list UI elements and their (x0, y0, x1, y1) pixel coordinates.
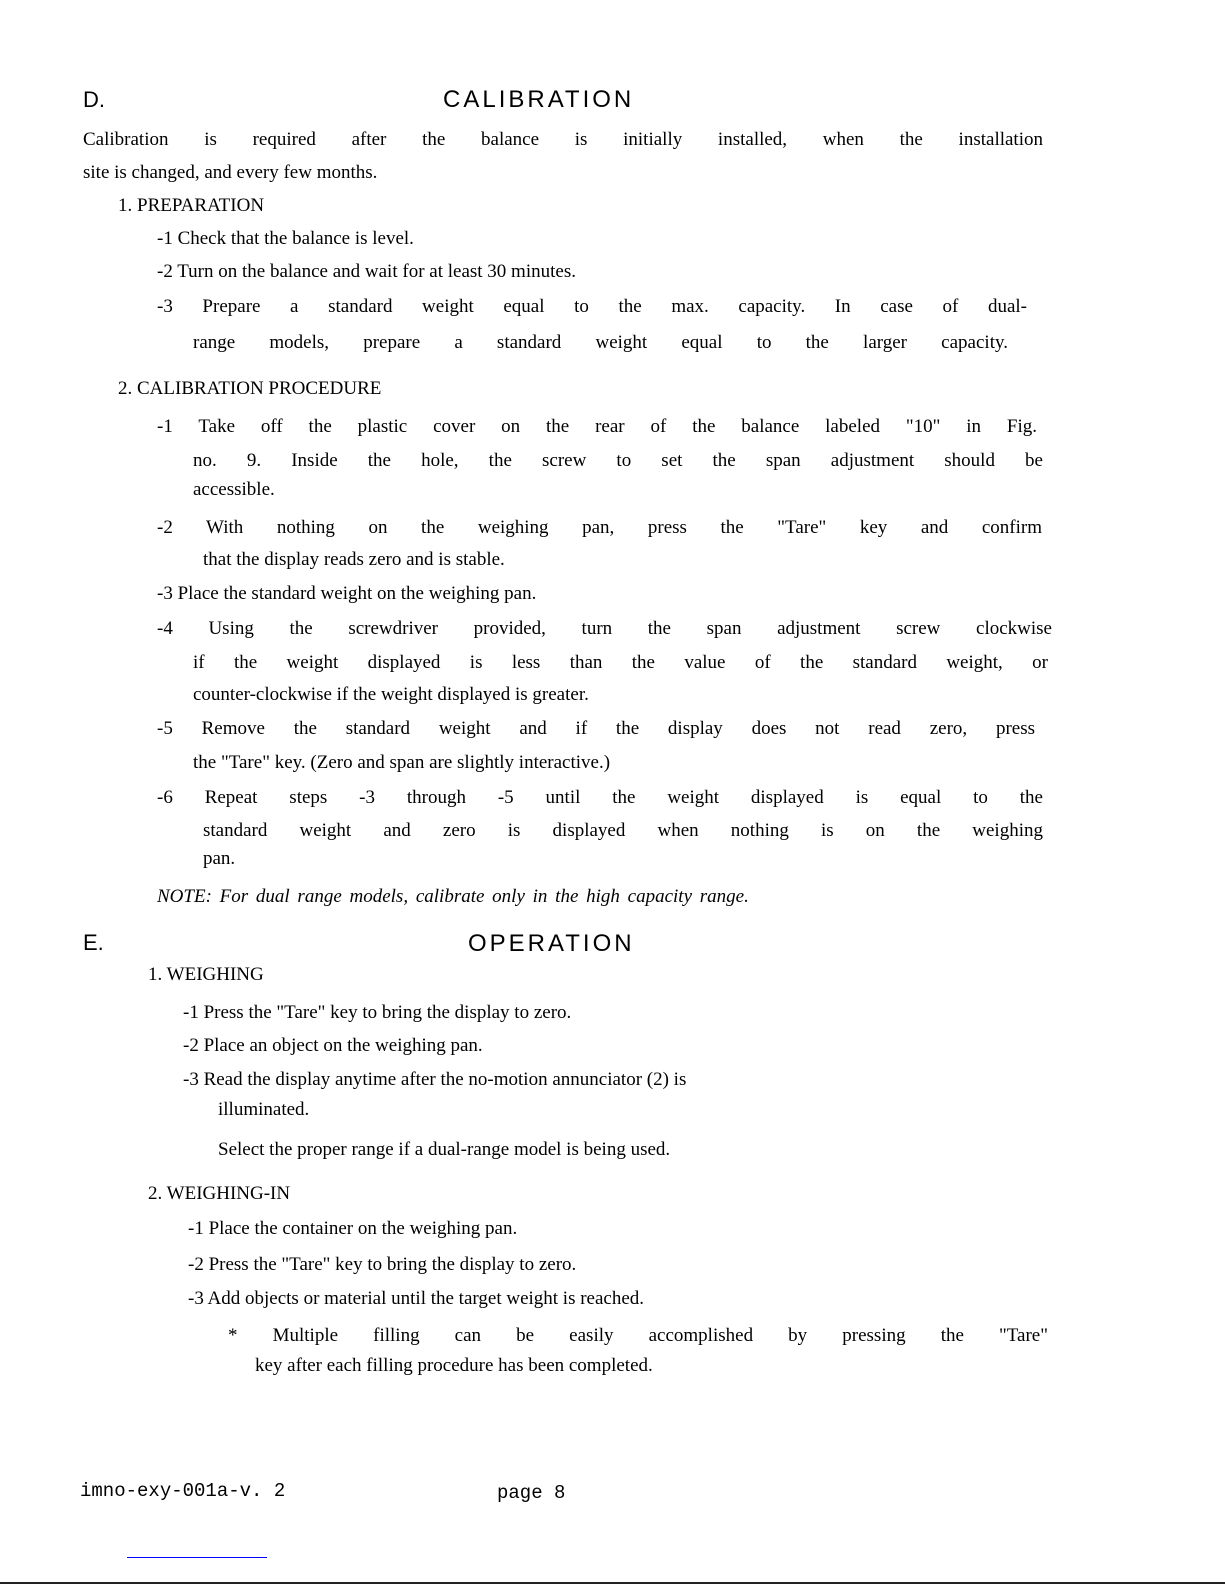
section-letter-d: D. (83, 87, 105, 112)
proc-step: no. 9. Inside the hole, the screw to set the span adjustment should be (193, 450, 1043, 471)
calibration-heading: CALIBRATION (443, 86, 635, 113)
weighing-step: illuminated. (218, 1099, 310, 1120)
proc-step: accessible. (193, 479, 275, 500)
prep-step: -1 Check that the balance is level. (157, 228, 414, 249)
intro-line: Calibration is required after the balance is initially installed, when the installation (83, 129, 1043, 150)
blue-underline (127, 1557, 267, 1558)
footer-page-number: page 8 (497, 1482, 566, 1504)
prep-step: range models, prepare a standard weight equal to the larger capacity. (193, 332, 1008, 353)
bottom-rule (0, 1582, 1225, 1584)
footer-doc-id: imno-exy-001a-v. 2 (80, 1480, 286, 1502)
weighing-in-step: -2 Press the "Tare" key to bring the display to zero. (188, 1254, 577, 1275)
proc-step: if the weight displayed is less than the value of the standard weight, or (193, 652, 1048, 673)
weighing-step: Select the proper range if a dual-range model is being used. (218, 1139, 671, 1160)
weighing-step: -3 Read the display anytime after the no-motion annunciator (2) is (183, 1069, 687, 1090)
weighing-in-step: key after each filling procedure has been completed. (255, 1355, 653, 1376)
procedure-heading: 2. CALIBRATION PROCEDURE (118, 378, 382, 399)
weighing-step: -1 Press the "Tare" key to bring the display to zero. (183, 1002, 572, 1023)
proc-step: that the display reads zero and is stable. (203, 549, 505, 570)
proc-step: counter-clockwise if the weight displayed is greater. (193, 684, 589, 705)
proc-step: -3 Place the standard weight on the weighing pan. (157, 583, 537, 604)
intro-line: site is changed, and every few months. (83, 162, 378, 183)
prep-step: -2 Turn on the balance and wait for at least 30 minutes. (157, 261, 576, 282)
section-letter-e: E. (83, 930, 104, 955)
weighing-in-step: * Multiple filling can be easily accomplished by pressing the "Tare" (228, 1325, 1048, 1346)
proc-step: -2 With nothing on the weighing pan, press the "Tare" key and confirm (157, 517, 1042, 538)
weighing-in-heading: 2. WEIGHING-IN (148, 1183, 291, 1204)
weighing-in-step: -3 Add objects or material until the target weight is reached. (188, 1288, 645, 1309)
weighing-in-step: -1 Place the container on the weighing pan. (188, 1218, 518, 1239)
proc-step: -5 Remove the standard weight and if the display does not read zero, press (157, 718, 1035, 739)
preparation-heading: 1. PREPARATION (118, 195, 265, 216)
calibration-note: NOTE: For dual range models, calibrate only in the high capacity range. (157, 886, 749, 907)
weighing-heading: 1. WEIGHING (148, 964, 264, 985)
operation-heading: OPERATION (468, 930, 635, 957)
proc-step: -4 Using the screwdriver provided, turn the span adjustment screw clockwise (157, 618, 1052, 639)
proc-step: standard weight and zero is displayed when nothing is on the weighing (203, 820, 1043, 841)
proc-step: the "Tare" key. (Zero and span are slightly interactive.) (193, 752, 611, 773)
proc-step: -6 Repeat steps -3 through -5 until the weight displayed is equal to the (157, 787, 1043, 808)
weighing-step: -2 Place an object on the weighing pan. (183, 1035, 483, 1056)
prep-step: -3 Prepare a standard weight equal to the max. capacity. In case of dual- (157, 296, 1027, 317)
proc-step: pan. (203, 848, 236, 869)
proc-step: -1 Take off the plastic cover on the rear of the balance labeled "10" in Fig. (157, 416, 1037, 437)
